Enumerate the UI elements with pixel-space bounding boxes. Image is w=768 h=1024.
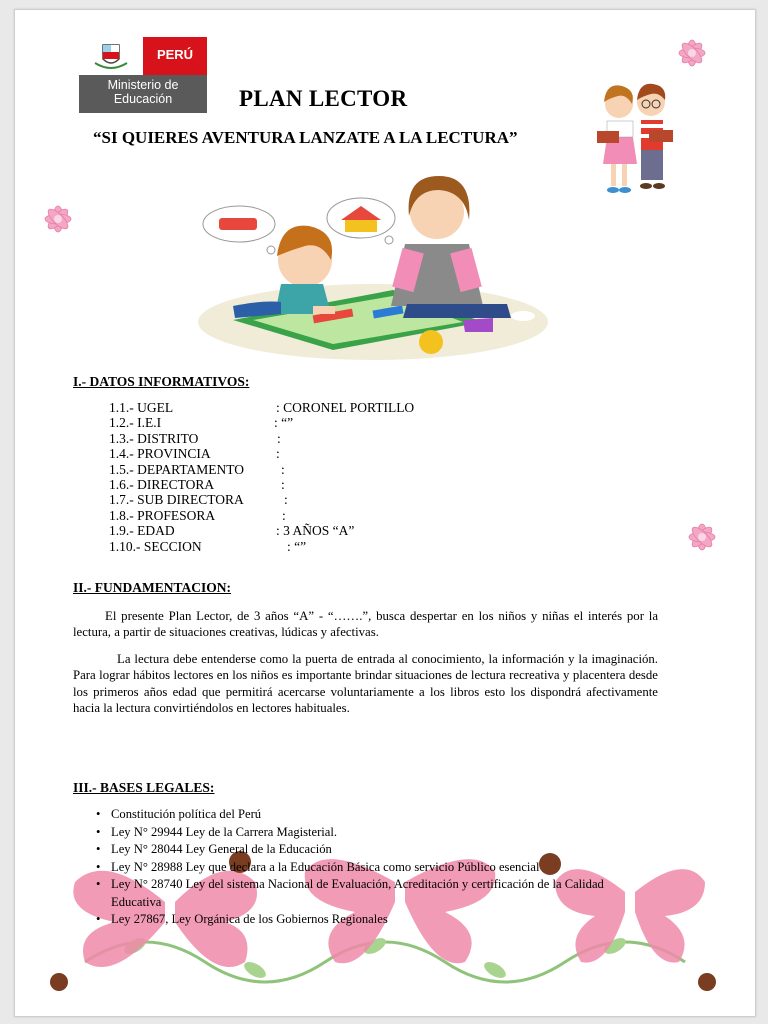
datos-value: : (281, 461, 285, 477)
datos-label: 1.8.- PROFESORA (109, 507, 216, 523)
bases-heading: III.- BASES LEGALES: (73, 780, 215, 795)
bullet-icon: • (96, 912, 101, 926)
document-page (14, 9, 756, 1017)
kids-reading-illustration (589, 76, 679, 206)
datos-label: 1.6.- DIRECTORA (109, 476, 215, 492)
pink-flower-icon (39, 200, 77, 243)
datos-value: : (276, 446, 280, 462)
list-item-text: Ley N° 28044 Ley General de la Educación (111, 842, 332, 856)
ministerio-logo (79, 37, 207, 113)
logo-ministry (79, 78, 207, 106)
list-item (93, 859, 633, 877)
datos-value: : 3 AÑOS “A” (276, 523, 355, 539)
datos-value: : (277, 430, 281, 446)
datos-label: 1.1.- UGEL (109, 400, 174, 415)
datos-label: 1.3.- DISTRITO (109, 430, 199, 446)
datos-label: 1.10.- SECCION (109, 538, 202, 554)
datos-value: : “” (274, 415, 294, 431)
list-item (93, 824, 633, 842)
list-item-text: Ley 27867, Ley Orgánica de los Gobiernos Regionales (111, 912, 388, 926)
list-item (93, 841, 633, 859)
peru-shield-icon (79, 37, 143, 75)
bullet-icon: • (96, 859, 101, 874)
logo-country: PERÚ (156, 47, 194, 62)
datos-value: : (281, 476, 285, 492)
bullet-icon: • (96, 824, 101, 839)
bases-list (93, 806, 633, 929)
datos-heading: I.- DATOS INFORMATIVOS: (73, 374, 250, 389)
fundamentacion-paragraph-2: La lectura debe entenderse como la puerta de entrada al conocimiento, la información y la imaginación. Para lograr hábitos lectores en los niños es importante brindar situaciones de lectura recreativa y placentera desde los primeros años edad que permitirá acercarse voluntariamente a los libros esto los dispondrá afectivamente hacia la lectura convirtiéndolos en lectores habituales. (73, 652, 658, 715)
logo-ministry-line1: Ministerio de (107, 78, 179, 92)
list-item-text: Ley N° 28988 Ley que declara a la Educación Básica como servicio Público esencial (111, 859, 540, 874)
pink-flower-icon (673, 34, 711, 77)
datos-label: 1.9.- EDAD (109, 523, 175, 539)
pink-flower-icon (683, 518, 721, 561)
datos-value: : CORONEL PORTILLO (276, 400, 415, 415)
datos-label: 1.7.- SUB DIRECTORA (109, 492, 244, 508)
fundamentacion-paragraph-1: El presente Plan Lector, de 3 años “A” - “…….”, busca despertar en los niños y niñas el interés por la lectura, a partir de situaciones creativas, lúdicas y afectivas. (73, 609, 658, 640)
list-item (93, 876, 633, 911)
bullet-icon: • (96, 807, 101, 821)
datos-value: : (284, 492, 288, 508)
datos-value: : “” (287, 538, 307, 554)
datos-value: : (282, 507, 286, 523)
document-title: PLAN LECTOR (239, 86, 408, 111)
mother-child-board-game-illustration (193, 172, 553, 367)
bullet-icon: • (96, 877, 101, 891)
datos-label: 1.5.- DEPARTAMENTO (109, 461, 244, 477)
list-item-text: Ley N° 29944 Ley de la Carrera Magisterial. (111, 824, 338, 839)
logo-ministry-line2: Educación (113, 92, 173, 106)
document-subtitle: “SI QUIERES AVENTURA LANZATE A LA LECTURA” (93, 128, 518, 147)
fundamentacion-heading: II.- FUNDAMENTACION: (73, 580, 231, 595)
list-item-text: Ley N° 28740 Ley del sistema Nacional de Evaluación, Acreditación y certificación de la Calidad Educativa (111, 877, 604, 909)
list-item (93, 806, 633, 824)
datos-label: 1.2.- I.E.I (109, 415, 162, 431)
datos-label: 1.4.- PROVINCIA (109, 446, 211, 462)
list-item-text: Constitución política del Perú (111, 807, 262, 821)
bullet-icon: • (96, 842, 101, 856)
list-item (93, 911, 633, 929)
